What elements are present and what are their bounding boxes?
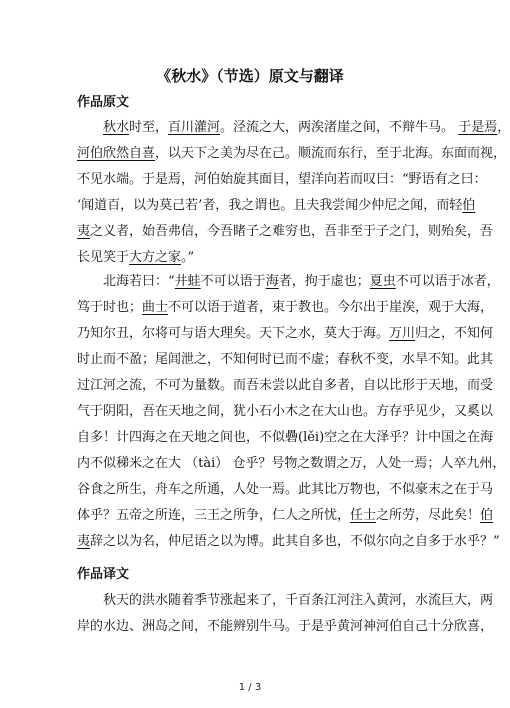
text-line — [77, 219, 494, 245]
text-run: 北海若曰：“ — [103, 274, 175, 289]
text-run: 长见笑于 — [77, 250, 130, 265]
text-run: 不可以语于冰者， — [395, 274, 500, 289]
text-run: 谷食之所生，舟车之所通，人处一焉。此其比万物也，不似豪末之在于马 — [77, 482, 494, 497]
text-run: 乃知尔丑，尔将可与语大理矣。天下之水，莫大于海。 — [77, 326, 390, 341]
text-run: 秋天的洪水随着季节涨起来了，千百条江河注入黄河，水流巨大，两 — [103, 593, 494, 608]
text-run: 内不似稊米之在大 （tài） 仓乎？号物之数谓之万，人处一焉；人卒九州， — [77, 456, 506, 471]
text-line — [77, 399, 494, 425]
text-line — [77, 425, 494, 451]
underlined-term: 于是焉 — [458, 120, 498, 135]
text-run: 过江河之流，不可为量数。而吾未尝以此自多者，自以比形于天地，而受 — [77, 378, 494, 393]
underlined-term: 曲士 — [142, 300, 169, 315]
text-run: 不可以语于道者，束于教也。今尔出于崖涘，观于大海， — [168, 300, 494, 315]
text-line — [77, 347, 494, 373]
text-line — [77, 295, 494, 321]
text-line — [77, 245, 433, 271]
translation-paragraph-1 — [77, 588, 494, 640]
underlined-term: 夏虫 — [369, 274, 396, 289]
text-run: 不见水端。于是焉，河伯始旋其面目，望洋向若而叹曰：“野语有之曰： — [77, 172, 487, 187]
text-line — [77, 115, 510, 141]
underlined-term: 万川 — [389, 326, 416, 341]
text-run: 笃于时也； — [77, 300, 143, 315]
underlined-term: 百川灌河 — [168, 120, 221, 135]
underlined-term: 伯 — [480, 508, 494, 523]
original-paragraph-2 — [77, 269, 506, 555]
underlined-term: 秋水 — [103, 120, 130, 135]
text-line — [77, 503, 494, 529]
text-run: 时至， — [129, 120, 169, 135]
original-paragraph-1 — [77, 115, 510, 271]
text-line — [77, 141, 507, 167]
text-run: 气于阴阳，吾在天地之间，犹小石小木之在大山也。方存乎见少，又奚以 — [77, 404, 494, 419]
text-line — [77, 614, 494, 640]
text-run: ，以天下之美为尽在己。顺流而东行，至于北海。东面而视， — [155, 146, 507, 161]
underlined-term: 井蛙 — [174, 274, 201, 289]
underlined-term: 任士 — [350, 508, 377, 523]
underlined-term: 大方之家 — [129, 250, 182, 265]
text-run: 不可以语于 — [200, 274, 266, 289]
page-number: 1 / 3 — [238, 682, 262, 693]
text-line — [77, 373, 494, 399]
text-run: 。” — [181, 250, 195, 265]
page-title: 《秋水》（节选）原文与翻译 — [156, 67, 344, 85]
section-heading-translation: 作品译文 — [77, 567, 130, 582]
underlined-term: 夷 — [77, 224, 91, 239]
text-run: 岸的水边、洲岛之间，不能辨别牛马。于是乎黄河神河伯自己十分欣喜， — [77, 619, 494, 634]
text-run: 之所劳，尽此矣！ — [376, 508, 481, 523]
text-line — [77, 269, 500, 295]
text-run: ， — [497, 120, 510, 135]
text-run: ‘闻道百，以为莫己若’者，我之谓也。且夫我尝闻少仲尼之闻，而轻 — [77, 198, 463, 213]
text-line — [77, 588, 494, 614]
text-run: 自多！计四海之在天地之间也，不似礨(lěi)空之在大泽乎？计中国之在海 — [77, 430, 494, 445]
underlined-term: 夷 — [77, 534, 91, 549]
text-line — [77, 529, 500, 555]
text-line — [77, 193, 476, 219]
text-run: 归之，不知何 — [415, 326, 494, 341]
underlined-term: 海 — [265, 274, 279, 289]
text-run: 体乎？五帝之所连，三王之所争，仁人之所忧， — [77, 508, 351, 523]
text-line — [77, 477, 494, 503]
text-run: 辞之以为名，仲尼语之以为博。此其自多也，不似尔向之自多于水乎？” — [90, 534, 500, 549]
text-run: 者，拘于虚也； — [278, 274, 370, 289]
text-line — [77, 321, 494, 347]
text-line — [77, 167, 487, 193]
text-line — [77, 451, 506, 477]
section-heading-original: 作品原文 — [77, 95, 130, 110]
text-run: 之义者，始吾弗信，今吾睹子之难穷也，吾非至于子之门，则殆矣，吾 — [90, 224, 494, 239]
text-run: 时止而不盈；尾闾泄之，不知何时已而不虚；春秋不变，水旱不知。此其 — [77, 352, 494, 367]
underlined-term: 伯 — [462, 198, 476, 213]
text-run: 。泾流之大，两涘渚崖之间，不辩牛马。 — [220, 120, 459, 135]
underlined-term: 河伯欣然自喜 — [77, 146, 156, 161]
